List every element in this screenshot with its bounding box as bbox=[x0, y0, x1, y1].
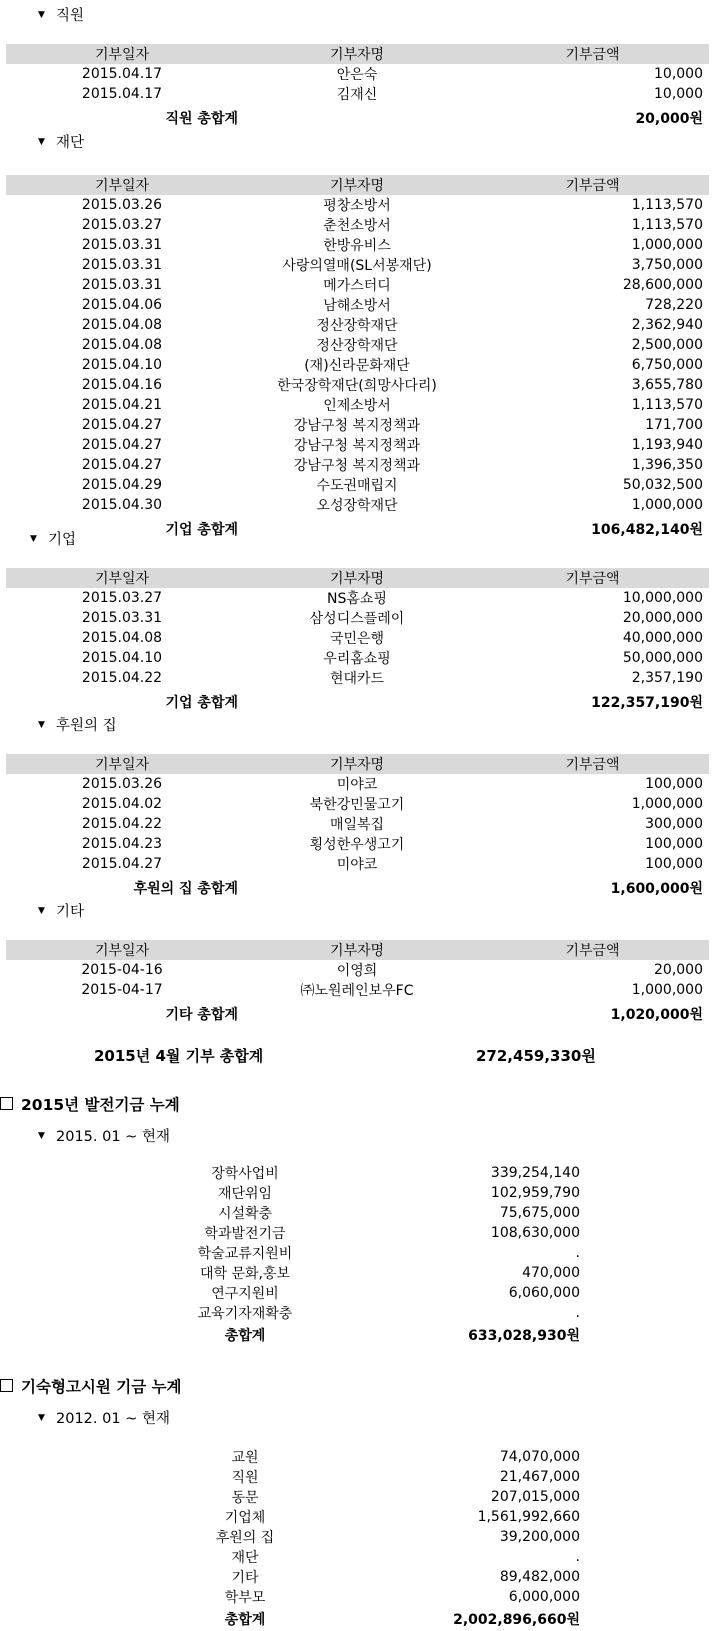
checkbox-square-icon bbox=[0, 1097, 13, 1110]
row-donor-name: 정산장학재단 bbox=[316, 338, 398, 354]
row-amount: 171,700 bbox=[645, 417, 703, 433]
list-item bbox=[180, 1303, 580, 1323]
table-header-row bbox=[6, 568, 709, 588]
dev-fund-heading: 2015년 발전기금 누계 bbox=[0, 1094, 180, 1116]
row-date: 2015.04.08 bbox=[81, 630, 163, 646]
subtotal-row bbox=[6, 104, 709, 131]
list-item bbox=[180, 1527, 580, 1547]
table-row bbox=[6, 64, 709, 84]
row-donor-name: NS홈쇼핑 bbox=[327, 591, 387, 607]
item-value: 75,675,000 bbox=[499, 1205, 580, 1221]
row-date: 2015.04.17 bbox=[81, 86, 163, 102]
table-row bbox=[6, 628, 709, 648]
item-label: 학부모 bbox=[224, 1590, 266, 1606]
item-value: 207,015,000 bbox=[490, 1489, 580, 1505]
list-item bbox=[180, 1567, 580, 1587]
table-row bbox=[6, 84, 709, 104]
bullet-triangle-icon: ▼ bbox=[38, 137, 45, 147]
table-row bbox=[6, 355, 709, 375]
total-row bbox=[180, 1607, 580, 1631]
row-date: 2015.03.27 bbox=[81, 217, 163, 233]
item-value: 470,000 bbox=[522, 1265, 580, 1281]
row-donor-name: 강남구청 복지정책과 bbox=[293, 418, 421, 434]
col-header-amount: 기부금액 bbox=[476, 754, 709, 774]
total-value: 633,028,930원 bbox=[468, 1328, 580, 1344]
row-amount: 10,000 bbox=[654, 86, 703, 102]
col-header-name: 기부자명 bbox=[238, 175, 476, 195]
section-label-staff: ▼ 직원 bbox=[38, 6, 84, 26]
total-label: 총합계 bbox=[224, 1612, 266, 1628]
bullet-triangle-icon: ▼ bbox=[38, 1413, 45, 1423]
row-date: 2015.04.06 bbox=[81, 297, 163, 313]
checkbox-square-icon bbox=[0, 1379, 13, 1392]
dev-fund-period: ▼ 2015. 01 ~ 현재 bbox=[38, 1127, 170, 1147]
row-date: 2015.03.26 bbox=[81, 197, 163, 213]
row-amount: 10,000 bbox=[654, 66, 703, 82]
table-row bbox=[6, 668, 709, 688]
bullet-triangle-icon: ▼ bbox=[38, 1131, 45, 1141]
bullet-triangle-icon: ▼ bbox=[30, 534, 37, 544]
row-date: 2015.04.10 bbox=[81, 357, 163, 373]
item-label: 동문 bbox=[231, 1490, 259, 1506]
row-date: 2015.04.27 bbox=[81, 437, 163, 453]
subtotal-label: 직원 총합계 bbox=[165, 110, 238, 127]
list-item bbox=[180, 1243, 580, 1263]
row-date: 2015-04-17 bbox=[81, 982, 163, 998]
row-amount: 50,000,000 bbox=[622, 650, 703, 666]
item-value: 108,630,000 bbox=[490, 1225, 580, 1241]
row-donor-name: 수도권매립지 bbox=[316, 478, 398, 494]
subtotal-value: 1,020,000원 bbox=[610, 1006, 703, 1023]
col-header-date: 기부일자 bbox=[6, 754, 238, 774]
col-header-amount: 기부금액 bbox=[476, 940, 709, 960]
row-donor-name: ㈜노원레인보우FC bbox=[300, 983, 414, 999]
row-donor-name: 한국장학재단(희망사다리) bbox=[277, 378, 437, 394]
row-donor-name: 메가스터디 bbox=[323, 278, 391, 294]
row-donor-name: 현대카드 bbox=[329, 671, 385, 687]
item-label: 장학사업비 bbox=[211, 1166, 279, 1182]
row-amount: 20,000,000 bbox=[622, 610, 703, 626]
row-amount: 728,220 bbox=[645, 297, 703, 313]
row-date: 2015.04.27 bbox=[81, 457, 163, 473]
kisuk-fund-heading: 기숙형고시원 기금 누계 bbox=[0, 1376, 182, 1398]
row-donor-name: 미야코 bbox=[336, 857, 378, 873]
table-header-row bbox=[6, 175, 709, 195]
item-value: 21,467,000 bbox=[499, 1469, 580, 1485]
subtotal-row bbox=[6, 1000, 709, 1027]
table-row bbox=[6, 648, 709, 668]
col-header-amount: 기부금액 bbox=[476, 44, 709, 64]
section-label-supporters: ▼ 후원의 집 bbox=[38, 716, 117, 736]
row-donor-name: 정산장학재단 bbox=[316, 318, 398, 334]
row-donor-name: 김재신 bbox=[336, 87, 378, 103]
col-header-name: 기부자명 bbox=[238, 568, 476, 588]
bullet-triangle-icon: ▼ bbox=[38, 720, 45, 730]
table-row bbox=[6, 814, 709, 834]
row-date: 2015.04.02 bbox=[81, 796, 163, 812]
table-row bbox=[6, 475, 709, 495]
list-item bbox=[180, 1163, 580, 1183]
table-row bbox=[6, 215, 709, 235]
subtotal-label: 기타 총합계 bbox=[165, 1006, 238, 1023]
item-value: 102,959,790 bbox=[490, 1185, 580, 1201]
table-row bbox=[6, 980, 709, 1000]
table-row bbox=[6, 315, 709, 335]
row-amount: 1,000,000 bbox=[631, 982, 703, 998]
list-item bbox=[180, 1467, 580, 1487]
subtotal-value: 122,357,190원 bbox=[591, 694, 703, 711]
row-amount: 40,000,000 bbox=[622, 630, 703, 646]
row-amount: 1,000,000 bbox=[631, 237, 703, 253]
row-amount: 3,655,780 bbox=[631, 377, 703, 393]
list-item bbox=[180, 1547, 580, 1567]
table-body bbox=[6, 195, 709, 515]
table-row bbox=[6, 395, 709, 415]
col-header-name: 기부자명 bbox=[238, 940, 476, 960]
grand-total-label: 2015년 4월 기부 총합계 bbox=[94, 1047, 264, 1065]
col-header-date: 기부일자 bbox=[6, 568, 238, 588]
row-donor-name: 사랑의열매(SL서봉재단) bbox=[282, 258, 432, 274]
item-value: 1,561,992,660 bbox=[477, 1509, 580, 1525]
section-label-company: ▼ 기업 bbox=[30, 530, 76, 550]
row-date: 2015.04.22 bbox=[81, 816, 163, 832]
row-date: 2015.03.31 bbox=[81, 610, 163, 626]
row-date: 2015.04.27 bbox=[81, 856, 163, 872]
grand-total bbox=[6, 1045, 709, 1067]
table-row bbox=[6, 415, 709, 435]
row-amount: 1,396,350 bbox=[631, 457, 703, 473]
row-amount: 2,362,940 bbox=[631, 317, 703, 333]
table-row bbox=[6, 854, 709, 874]
item-value: 339,254,140 bbox=[490, 1165, 580, 1181]
item-value: . bbox=[575, 1305, 580, 1321]
row-donor-name: 국민은행 bbox=[329, 631, 385, 647]
row-date: 2015.03.31 bbox=[81, 277, 163, 293]
row-date: 2015.04.17 bbox=[81, 66, 163, 82]
table-row bbox=[6, 774, 709, 794]
row-date: 2015.04.29 bbox=[81, 477, 163, 493]
row-date: 2015-04-16 bbox=[81, 962, 163, 978]
row-amount: 50,032,500 bbox=[622, 477, 703, 493]
grand-total-value: 272,459,330원 bbox=[476, 1047, 596, 1065]
row-donor-name: 오성장학재단 bbox=[316, 498, 398, 514]
row-date: 2015.04.08 bbox=[81, 317, 163, 333]
row-date: 2015.04.22 bbox=[81, 670, 163, 686]
dev-fund-table bbox=[180, 1163, 580, 1347]
list-item bbox=[180, 1203, 580, 1223]
row-amount: 10,000,000 bbox=[622, 590, 703, 606]
subtotal-label: 기업 총합계 bbox=[165, 694, 238, 711]
list-item bbox=[180, 1487, 580, 1507]
row-date: 2015.04.30 bbox=[81, 497, 163, 513]
table-row bbox=[6, 960, 709, 980]
table-header-row bbox=[6, 44, 709, 64]
row-date: 2015.04.23 bbox=[81, 836, 163, 852]
item-value: 89,482,000 bbox=[499, 1569, 580, 1585]
total-value: 2,002,896,660원 bbox=[453, 1612, 580, 1628]
row-amount: 1,000,000 bbox=[631, 497, 703, 513]
row-amount: 2,357,190 bbox=[631, 670, 703, 686]
col-header-name: 기부자명 bbox=[238, 754, 476, 774]
col-header-amount: 기부금액 bbox=[476, 175, 709, 195]
item-label: 학과발전기금 bbox=[204, 1226, 286, 1242]
list-item bbox=[180, 1263, 580, 1283]
kisuk-fund-period: ▼ 2012. 01 ~ 현재 bbox=[38, 1409, 170, 1429]
item-value: . bbox=[575, 1245, 580, 1261]
subtotal-row bbox=[6, 688, 709, 715]
row-date: 2015.04.08 bbox=[81, 337, 163, 353]
row-donor-name: 평창소방서 bbox=[323, 198, 391, 214]
table-row bbox=[6, 455, 709, 475]
subtotal-row bbox=[6, 874, 709, 901]
list-item bbox=[180, 1507, 580, 1527]
col-header-date: 기부일자 bbox=[6, 175, 238, 195]
item-label: 기업체 bbox=[224, 1510, 266, 1526]
list-item bbox=[180, 1447, 580, 1467]
table-row bbox=[6, 794, 709, 814]
row-amount: 6,750,000 bbox=[631, 357, 703, 373]
list-item bbox=[180, 1587, 580, 1607]
col-header-date: 기부일자 bbox=[6, 44, 238, 64]
donation-table-company bbox=[6, 568, 709, 715]
total-label: 총합계 bbox=[224, 1328, 266, 1344]
row-amount: 100,000 bbox=[645, 836, 703, 852]
donation-table-staff bbox=[6, 44, 709, 131]
subtotal-value: 106,482,140원 bbox=[591, 521, 703, 538]
item-label: 후원의 집 bbox=[215, 1530, 275, 1546]
donation-table-other bbox=[6, 940, 709, 1027]
item-label: 직원 bbox=[231, 1470, 259, 1486]
item-label: 교육기자재확충 bbox=[197, 1306, 293, 1322]
subtotal-row bbox=[6, 515, 709, 542]
row-amount: 20,000 bbox=[654, 962, 703, 978]
row-amount: 100,000 bbox=[645, 856, 703, 872]
row-donor-name: 북한강민물고기 bbox=[309, 797, 405, 813]
row-donor-name: 미야코 bbox=[336, 777, 378, 793]
table-row bbox=[6, 435, 709, 455]
item-label: 연구지원비 bbox=[211, 1286, 279, 1302]
bullet-triangle-icon: ▼ bbox=[38, 10, 45, 20]
row-amount: 3,750,000 bbox=[631, 257, 703, 273]
item-label: 학술교류지원비 bbox=[197, 1246, 293, 1262]
row-date: 2015.04.27 bbox=[81, 417, 163, 433]
subtotal-value: 1,600,000원 bbox=[610, 880, 703, 897]
table-header-row bbox=[6, 940, 709, 960]
item-label: 교원 bbox=[231, 1450, 259, 1466]
row-donor-name: 이영희 bbox=[336, 963, 378, 979]
table-row bbox=[6, 255, 709, 275]
row-donor-name: 남해소방서 bbox=[323, 298, 391, 314]
table-row bbox=[6, 588, 709, 608]
kisuk-fund-table bbox=[180, 1447, 580, 1631]
row-date: 2015.03.31 bbox=[81, 237, 163, 253]
row-donor-name: 안은숙 bbox=[336, 67, 378, 83]
row-donor-name: 삼성디스플레이 bbox=[309, 611, 405, 627]
table-row bbox=[6, 235, 709, 255]
table-row bbox=[6, 608, 709, 628]
section-label-foundation: ▼ 재단 bbox=[38, 133, 84, 153]
row-amount: 1,000,000 bbox=[631, 796, 703, 812]
table-row bbox=[6, 335, 709, 355]
subtotal-label: 후원의 집 총합계 bbox=[133, 880, 238, 897]
row-donor-name: (재)신라문화재단 bbox=[304, 358, 410, 374]
table-row bbox=[6, 295, 709, 315]
table-body bbox=[6, 774, 709, 874]
item-label: 기타 bbox=[231, 1570, 259, 1586]
row-donor-name: 인제소방서 bbox=[323, 398, 391, 414]
item-value: 6,000,000 bbox=[508, 1589, 580, 1605]
item-label: 재단 bbox=[231, 1550, 259, 1566]
row-donor-name: 매일복집 bbox=[329, 817, 385, 833]
col-header-amount: 기부금액 bbox=[476, 568, 709, 588]
row-donor-name: 한방유비스 bbox=[323, 238, 391, 254]
row-amount: 1,193,940 bbox=[631, 437, 703, 453]
row-amount: 1,113,570 bbox=[631, 197, 703, 213]
row-amount: 1,113,570 bbox=[631, 217, 703, 233]
table-body bbox=[6, 960, 709, 1000]
col-header-name: 기부자명 bbox=[238, 44, 476, 64]
row-donor-name: 춘천소방서 bbox=[323, 218, 391, 234]
list-item bbox=[180, 1283, 580, 1303]
item-value: 74,070,000 bbox=[499, 1449, 580, 1465]
row-amount: 100,000 bbox=[645, 776, 703, 792]
donation-table-foundation bbox=[6, 175, 709, 542]
section-label-other: ▼ 기타 bbox=[38, 902, 84, 922]
row-donor-name: 횡성한우생고기 bbox=[309, 837, 405, 853]
row-amount: 1,113,570 bbox=[631, 397, 703, 413]
subtotal-value: 20,000원 bbox=[635, 110, 703, 127]
row-amount: 28,600,000 bbox=[622, 277, 703, 293]
item-label: 재단위임 bbox=[217, 1186, 273, 1202]
table-header-row bbox=[6, 754, 709, 774]
bullet-triangle-icon: ▼ bbox=[38, 906, 45, 916]
table-body bbox=[6, 588, 709, 688]
table-body bbox=[6, 64, 709, 104]
row-date: 2015.04.21 bbox=[81, 397, 163, 413]
item-label: 대학 문화,홍보 bbox=[199, 1266, 291, 1282]
table-row bbox=[6, 834, 709, 854]
list-item bbox=[180, 1183, 580, 1203]
col-header-date: 기부일자 bbox=[6, 940, 238, 960]
table-row bbox=[6, 275, 709, 295]
table-row bbox=[6, 195, 709, 215]
table-row bbox=[6, 495, 709, 515]
donation-table-supporters bbox=[6, 754, 709, 901]
row-amount: 300,000 bbox=[645, 816, 703, 832]
row-date: 2015.03.27 bbox=[81, 590, 163, 606]
item-label: 시설확충 bbox=[217, 1206, 273, 1222]
list-item bbox=[180, 1223, 580, 1243]
total-row bbox=[180, 1323, 580, 1347]
row-date: 2015.04.10 bbox=[81, 650, 163, 666]
row-donor-name: 우리홈쇼핑 bbox=[323, 651, 391, 667]
row-date: 2015.04.16 bbox=[81, 377, 163, 393]
item-value: . bbox=[575, 1549, 580, 1565]
row-date: 2015.03.31 bbox=[81, 257, 163, 273]
item-value: 6,060,000 bbox=[508, 1285, 580, 1301]
row-amount: 2,500,000 bbox=[631, 337, 703, 353]
row-donor-name: 강남구청 복지정책과 bbox=[293, 458, 421, 474]
item-value: 39,200,000 bbox=[499, 1529, 580, 1545]
row-date: 2015.03.26 bbox=[81, 776, 163, 792]
subtotal-label: 기업 총합계 bbox=[165, 521, 238, 538]
row-donor-name: 강남구청 복지정책과 bbox=[293, 438, 421, 454]
table-row bbox=[6, 375, 709, 395]
